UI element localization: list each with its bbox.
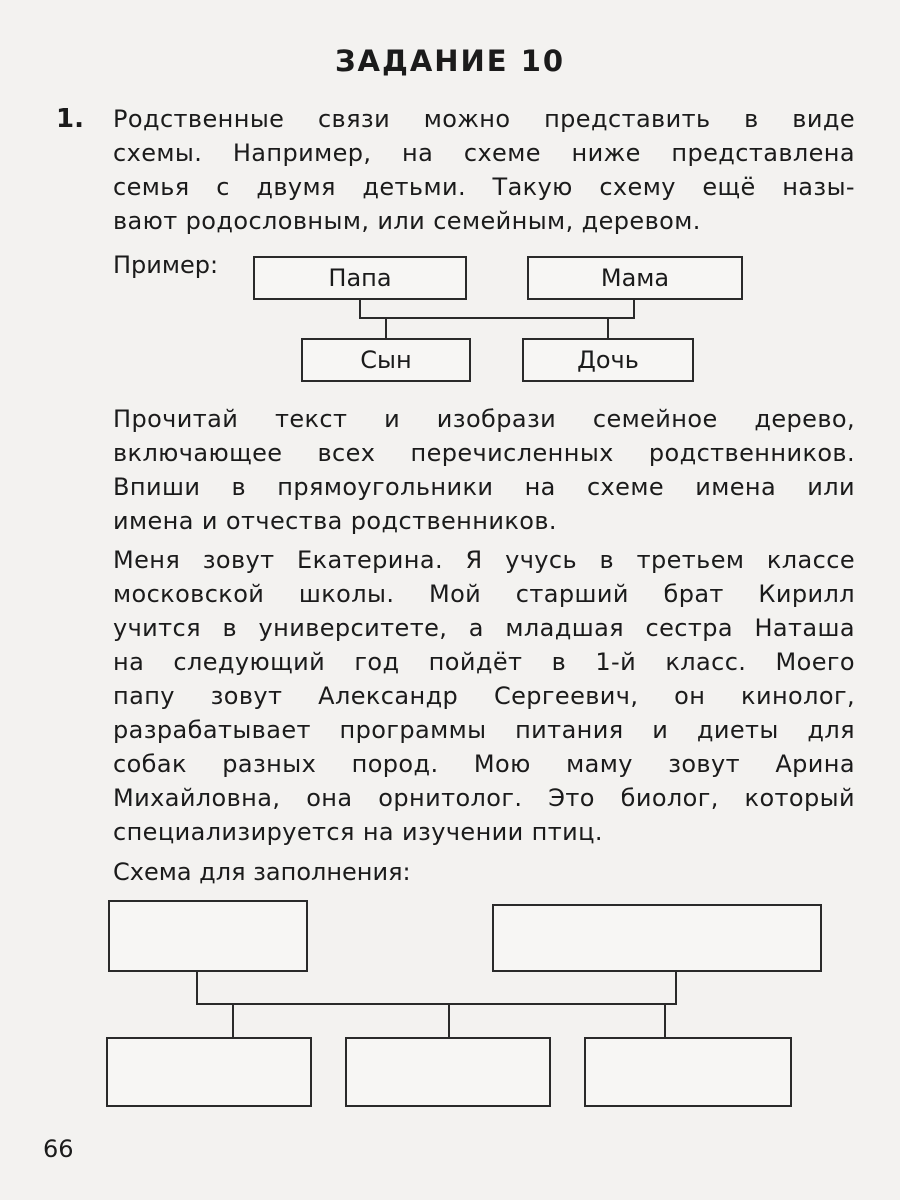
task-title: ЗАДАНИЕ 10: [334, 44, 566, 78]
fill-box-child-2[interactable]: [345, 1037, 551, 1107]
story-line: учится в университете, а младшая сестра Наташа: [113, 614, 855, 642]
intro-line: схемы. Например, на схеме ниже представлена: [113, 139, 855, 167]
connector-line: [359, 317, 635, 319]
example-box-son: [301, 338, 471, 382]
connector-line: [675, 972, 677, 1004]
story-line: разрабатывает программы питания и диеты для: [113, 716, 855, 744]
connector-line: [664, 1003, 666, 1038]
task-number: 1.: [56, 104, 84, 134]
connector-line: [607, 317, 609, 339]
instruction-line: Прочитай текст и изобрази семейное дерево,: [113, 405, 855, 433]
connector-line: [359, 300, 361, 318]
story-line: собак разных пород. Мою маму зовут Арина: [113, 750, 855, 778]
intro-line: вают родословным, или семейным, деревом.: [113, 207, 701, 235]
instruction-paragraph: [113, 402, 855, 538]
fill-box-child-3[interactable]: [584, 1037, 792, 1107]
story-line: Меня зовут Екатерина. Я учусь в третьем классе: [113, 546, 855, 574]
example-box-label: Сын: [360, 346, 412, 374]
example-label: Пример:: [113, 251, 219, 279]
story-line: папу зовут Александр Сергеевич, он кинолог,: [113, 682, 855, 710]
example-box-label: Мама: [600, 264, 670, 292]
instruction-line: Впиши в прямоугольники на схеме имена или: [113, 473, 855, 501]
connector-line: [385, 317, 387, 339]
instruction-line: имена и отчества родственников.: [113, 507, 557, 535]
intro-line: Родственные связи можно представить в виде: [113, 105, 855, 133]
example-box-label: Дочь: [577, 346, 639, 374]
fill-box-child-1[interactable]: [106, 1037, 312, 1107]
story-paragraph: [113, 543, 855, 849]
instruction-line: включающее всех перечисленных родственников.: [113, 439, 855, 467]
intro-paragraph: [113, 102, 855, 238]
story-line: специализируется на изучении птиц.: [113, 818, 603, 846]
example-box-daughter: [522, 338, 694, 382]
story-line: московской школы. Мой старший брат Кирилл: [113, 580, 855, 608]
example-box-mom: [527, 256, 743, 300]
connector-line: [196, 1003, 677, 1005]
fill-box-mother[interactable]: [492, 904, 822, 972]
story-line: Михайловна, она орнитолог. Это биолог, который: [113, 784, 855, 812]
connector-line: [196, 972, 198, 1004]
page-number: 66: [43, 1135, 74, 1163]
connector-line: [448, 1003, 450, 1038]
example-box-dad: [253, 256, 467, 300]
example-box-label: Папа: [328, 264, 392, 292]
intro-line: семья с двумя детьми. Такую схему ещё назы-: [113, 173, 855, 201]
scheme-label: Схема для заполнения:: [113, 858, 411, 886]
fill-box-father[interactable]: [108, 900, 308, 972]
story-line: на следующий год пойдёт в 1-й класс. Моего: [113, 648, 855, 676]
connector-line: [232, 1003, 234, 1038]
connector-line: [633, 300, 635, 318]
